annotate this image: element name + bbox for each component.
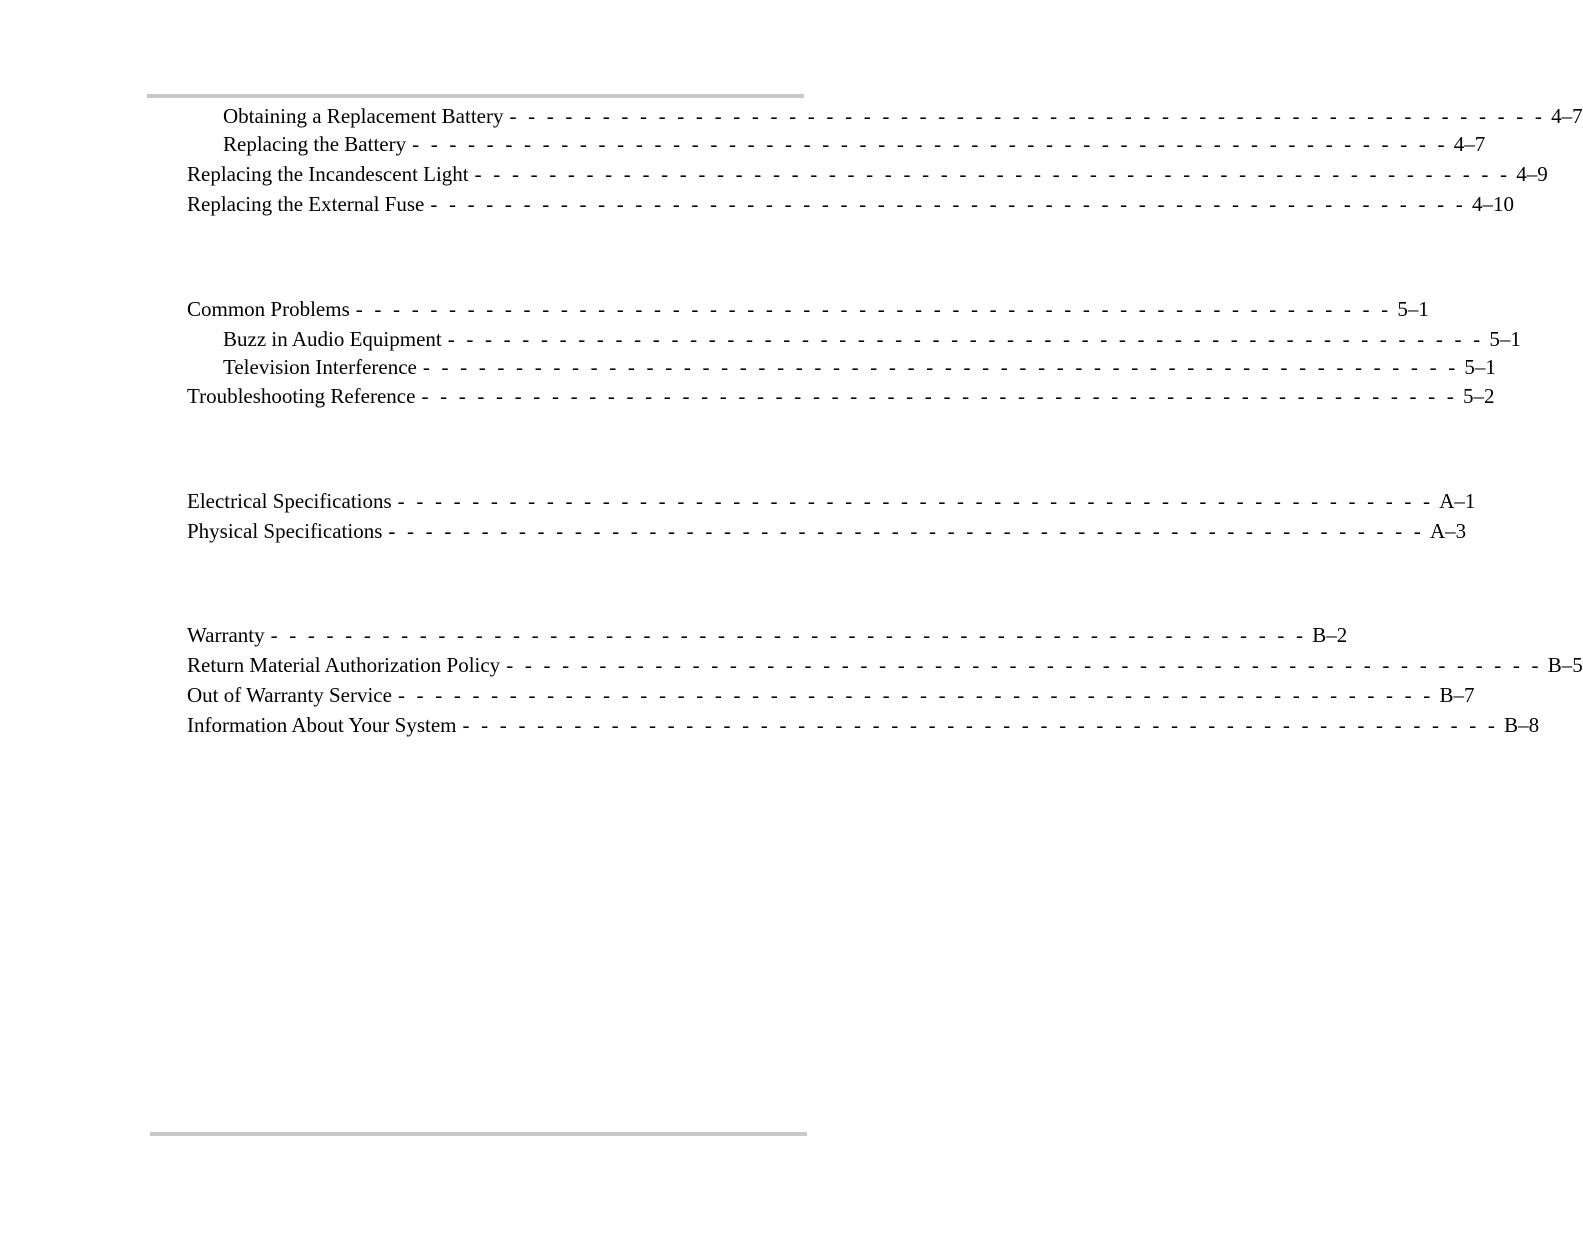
toc-entry-title: Return Material Authorization Policy	[187, 653, 501, 677]
top-rule	[147, 94, 804, 98]
toc-leader: - - - - - - - - - - - - - - - - - - - - - - - - - - - - - - - - - - - - - - - - - - - - - - - - - - - - - - - -	[462, 713, 1499, 737]
toc-entry-page: 4–7	[1453, 132, 1486, 156]
toc-entry-title: Out of Warranty Service	[187, 683, 392, 707]
toc-leader: - - - - - - - - - - - - - - - - - - - - - - - - - - - - - - - - - - - - - - - - - - - - - - - - - - - - - - - -	[430, 192, 1466, 216]
toc-entry-page: B–2	[1312, 623, 1348, 647]
toc-leader: - - - - - - - - - - - - - - - - - - - - - - - - - - - - - - - - - - - - - - - - - - - - - - - - - - - - - - - -	[509, 104, 1546, 128]
toc-entry[interactable]	[223, 326, 1521, 352]
toc-leader: - - - - - - - - - - - - - - - - - - - - - - - - - - - - - - - - - - - - - - - - - - - - - - - - - - - - - - - -	[355, 297, 1392, 321]
toc-entry[interactable]	[223, 354, 1496, 380]
toc-entry-title: Replacing the Battery	[223, 132, 407, 156]
toc-leader: - - - - - - - - - - - - - - - - - - - - - - - - - - - - - - - - - - - - - - - - - - - - - - - - - - - - - - - -	[447, 327, 1484, 351]
toc-entry-page: 4–9	[1516, 162, 1548, 186]
toc-leader: - - - - - - - - - - - - - - - - - - - - - - - - - - - - - - - - - - - - - - - - - - - - - - - - - - - - - - - -	[421, 384, 1458, 408]
toc-entry-page: B–7	[1439, 683, 1475, 707]
toc-leader: - - - - - - - - - - - - - - - - - - - - - - - - - - - - - - - - - - - - - - - - - - - - - - - - - - - - - - - -	[270, 623, 1307, 647]
toc-entry[interactable]	[223, 103, 1583, 129]
toc-entry-page: 5–1	[1397, 297, 1429, 321]
toc-entry[interactable]	[187, 622, 1348, 648]
toc-leader: - - - - - - - - - - - - - - - - - - - - - - - - - - - - - - - - - - - - - - - - - - - - - - - - - - - - - - - -	[474, 162, 1511, 186]
toc-entry-title: Replacing the External Fuse	[187, 192, 425, 216]
toc-entry[interactable]	[187, 712, 1540, 738]
toc-entry[interactable]	[187, 652, 1583, 678]
toc-leader: - - - - - - - - - - - - - - - - - - - - - - - - - - - - - - - - - - - - - - - - - - - - - - - - - - - - - - - -	[397, 683, 1434, 707]
toc-entry-page: 5–1	[1464, 355, 1496, 379]
toc-leader: - - - - - - - - - - - - - - - - - - - - - - - - - - - - - - - - - - - - - - - - - - - - - - - - - - - - - - - -	[412, 132, 1448, 156]
toc-entry[interactable]	[187, 383, 1495, 409]
toc-entry-page: 5–1	[1489, 327, 1521, 351]
toc-leader: - - - - - - - - - - - - - - - - - - - - - - - - - - - - - - - - - - - - - - - - - - - - - - - - - - - - - - - -	[506, 653, 1542, 677]
toc-entry-title: Troubleshooting Reference	[187, 384, 416, 408]
toc-entry-title: Common Problems	[187, 297, 350, 321]
toc-entry-title: Obtaining a Replacement Battery	[223, 104, 504, 128]
toc-entry-title: Information About Your System	[187, 713, 457, 737]
toc-entry[interactable]	[187, 488, 1476, 514]
toc-entry-title: Television Interference	[223, 355, 417, 379]
toc-leader: - - - - - - - - - - - - - - - - - - - - - - - - - - - - - - - - - - - - - - - - - - - - - - - - - - - - - - - -	[397, 489, 1434, 513]
toc-entry-title: Buzz in Audio Equipment	[223, 327, 442, 351]
toc-entry[interactable]	[187, 161, 1548, 187]
toc-entry[interactable]	[187, 296, 1429, 322]
toc-entry-title: Electrical Specifications	[187, 489, 392, 513]
bottom-rule	[150, 1132, 807, 1136]
toc-entry-page: B–8	[1504, 713, 1540, 737]
toc-entry-page: 4–10	[1471, 192, 1514, 216]
toc-leader: - - - - - - - - - - - - - - - - - - - - - - - - - - - - - - - - - - - - - - - - - - - - - - - - - - - - - - - -	[388, 519, 1424, 543]
toc-entry[interactable]	[187, 191, 1514, 217]
toc-entry-title: Warranty	[187, 623, 265, 647]
toc-entry-page: A–1	[1439, 489, 1476, 513]
toc-leader: - - - - - - - - - - - - - - - - - - - - - - - - - - - - - - - - - - - - - - - - - - - - - - - - - - - - - - - -	[422, 355, 1459, 379]
toc-entry[interactable]	[187, 518, 1467, 544]
toc-entry[interactable]	[223, 131, 1486, 157]
toc-entry-title: Replacing the Incandescent Light	[187, 162, 469, 186]
toc-entry-page: B–5	[1547, 653, 1583, 677]
toc-entry-title: Physical Specifications	[187, 519, 383, 543]
toc-entry[interactable]	[187, 682, 1475, 708]
toc-entry-page: 5–2	[1463, 384, 1495, 408]
toc-entry-page: A–3	[1429, 519, 1467, 543]
toc-entry-page: 4–7	[1551, 104, 1583, 128]
